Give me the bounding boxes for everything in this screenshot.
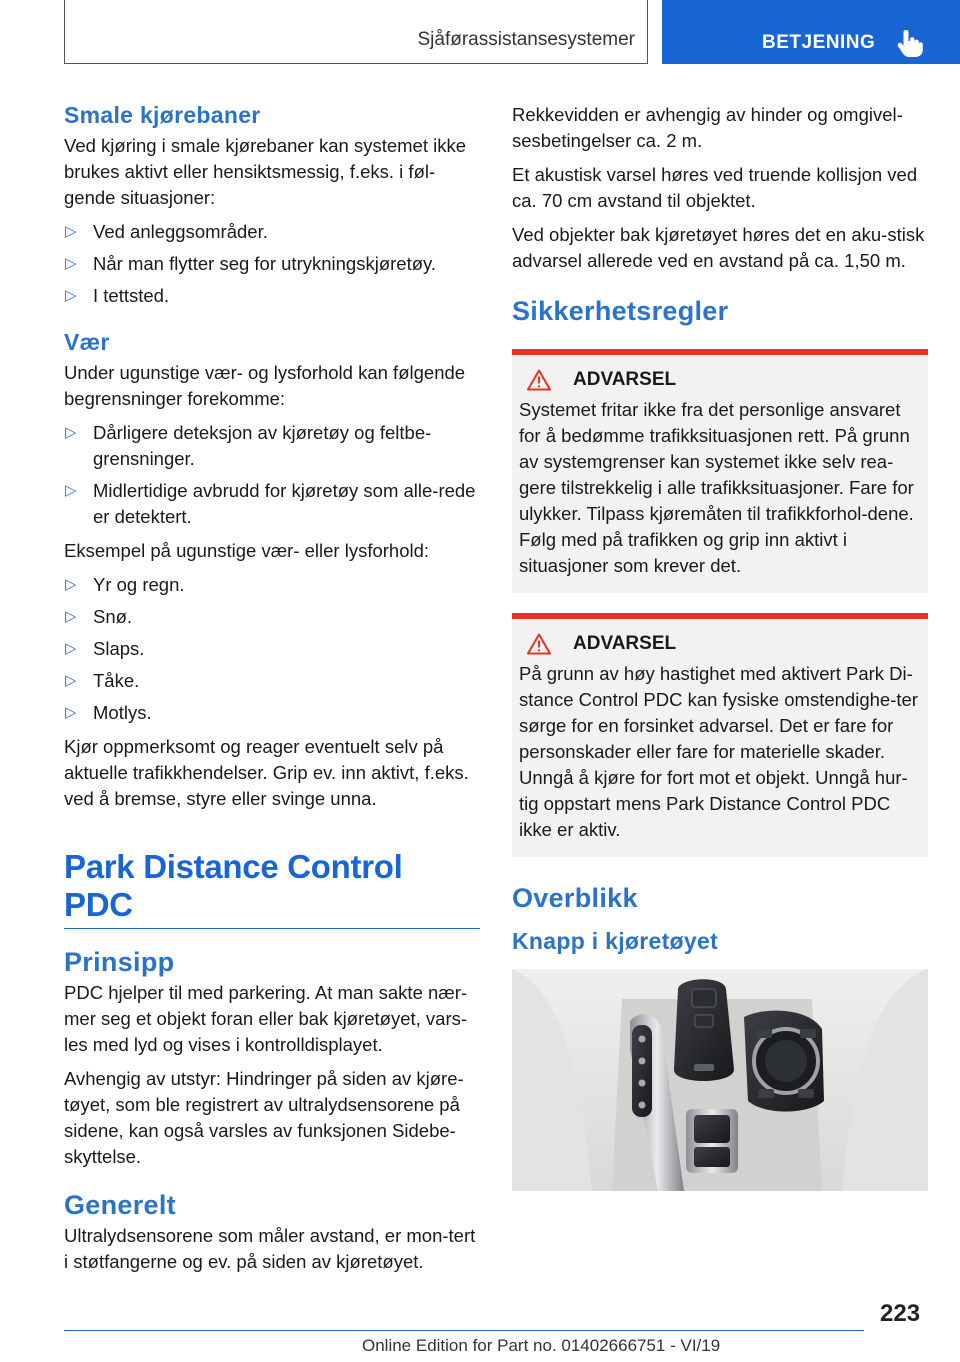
warning-triangle-icon bbox=[527, 633, 551, 655]
warning-text: Systemet fritar ikke fra det personlige ansvaret for å bedømme trafikksituasjonen rett. På grunn av systemgrenser kan systemet ikke selv rea-gere tilstrekkelig i alle trafikksituasjoner. Fare for ulykker. Tilpass kjøremåten til trafikkforhol-dene. Følg med på trafikken og grip inn aktivt i situasjoner som krever det. bbox=[519, 399, 914, 576]
principle-text-2: Avhengig av utstyr: Hindringer på siden av kjøre-tøyet, som ble registrert av ultralydsensorene på sidene, kan også varsles av funksjonen Sidebe-skyttelse. bbox=[64, 1068, 464, 1167]
triangle-bullet-icon: ▷ bbox=[65, 255, 77, 272]
narrow-lanes-text: Ved kjøring i smale kjørebaner kan systemet ikke brukes aktivt eller hensiktsmessig, f.eks. i føl-gende situasjoner: bbox=[64, 135, 467, 208]
list-item: ▷ I tettsted. bbox=[64, 283, 480, 309]
overview-heading: Overblikk bbox=[512, 883, 638, 913]
running-header-chapter bbox=[662, 0, 960, 64]
warning-box-1 bbox=[512, 349, 928, 593]
example-text: Eksempel på ugunstige vær- eller lysforhold: bbox=[64, 540, 430, 561]
triangle-bullet-icon: ▷ bbox=[65, 223, 77, 240]
list-item: ▷ Midlertidige avbrudd for kjøretøy som alle-rede er detektert. bbox=[65, 480, 476, 527]
triangle-bullet-icon: ▷ bbox=[65, 640, 77, 657]
narrow-lanes-list bbox=[64, 219, 480, 309]
button-in-vehicle-heading: Knapp i kjøretøyet bbox=[512, 928, 719, 954]
list-item: ▷ Dårligere deteksjon av kjøretøy og feltbe-grensninger. bbox=[65, 422, 432, 469]
triangle-bullet-icon: ▷ bbox=[65, 672, 77, 689]
example-list bbox=[64, 572, 480, 726]
list-item: ▷ Slaps. bbox=[64, 636, 480, 662]
triangle-bullet-icon: ▷ bbox=[65, 608, 77, 625]
list-item: ▷ Yr og regn. bbox=[64, 572, 480, 598]
principle-heading: Prinsipp bbox=[64, 947, 175, 977]
right-column bbox=[512, 102, 928, 1191]
safety-heading: Sikkerhetsregler bbox=[512, 296, 729, 326]
hand-pointer-icon bbox=[897, 28, 923, 58]
warning-box-2 bbox=[512, 613, 928, 857]
warning-text: På grunn av høy hastighet med aktivert Park Di-stance Control PDC kan fysiske omstendighe-ter sørge for en forsinket advarsel. Det er fare for personskader eller fare for materielle skader. Unngå å kjøre for fort mot et objekt. Unngå hur-tig oppstart mens Park Distance Control PDC ikke er aktiv. bbox=[519, 663, 918, 840]
page-number: 223 bbox=[880, 1300, 921, 1327]
center-console-photo bbox=[512, 969, 928, 1191]
edition-footer: Online Edition for Part no. 01402666751 - VI/19 bbox=[362, 1336, 721, 1355]
warning-title: ADVARSEL bbox=[573, 633, 677, 654]
triangle-bullet-icon: ▷ bbox=[65, 287, 77, 304]
running-header-section bbox=[64, 0, 648, 64]
triangle-bullet-icon: ▷ bbox=[65, 704, 77, 721]
weather-heading: Vær bbox=[64, 329, 110, 355]
general-heading: Generelt bbox=[64, 1190, 176, 1220]
chapter-title: BETJENING bbox=[762, 32, 876, 53]
footer-divider bbox=[64, 1330, 864, 1331]
narrow-lanes-heading: Smale kjørebaner bbox=[64, 102, 261, 128]
list-item: ▷ Snø. bbox=[64, 604, 480, 630]
left-column bbox=[64, 102, 480, 1283]
list-item: ▷ Ved anleggsområder. bbox=[64, 219, 480, 245]
list-item: ▷ Når man flytter seg for utrykningskjøretøy. bbox=[64, 251, 480, 277]
triangle-bullet-icon: ▷ bbox=[65, 424, 77, 441]
general-text: Ultralydsensorene som måler avstand, er mon-tert i støtfangerne og ev. på siden av kjøretøyet. bbox=[64, 1225, 476, 1272]
pdc-chapter-heading: Park Distance Control PDC bbox=[64, 848, 480, 929]
warning-title: ADVARSEL bbox=[573, 369, 677, 390]
range-text-1: Rekkevidden er avhengig av hinder og omgivel-sesbetingelser ca. 2 m. bbox=[512, 104, 903, 151]
triangle-bullet-icon: ▷ bbox=[65, 482, 77, 499]
warning-triangle-icon bbox=[527, 369, 551, 391]
list-item: ▷ Tåke. bbox=[64, 668, 480, 694]
principle-text-1: PDC hjelper til med parkering. At man sakte nær-mer seg et objekt foran eller bak kjøretøyet, vars-les med lyd og vises i kontrolldisplayet. bbox=[64, 982, 468, 1055]
attention-text: Kjør oppmerksomt og reager eventuelt selv på aktuelle trafikkhendelser. Grip ev. inn aktivt, f.eks. ved å bremse, styre eller svinge unna. bbox=[64, 736, 469, 809]
range-text-2: Et akustisk varsel høres ved truende kollisjon ved ca. 70 cm avstand til objektet. bbox=[512, 164, 918, 211]
list-item: ▷ Motlys. bbox=[64, 700, 480, 726]
section-title: Sjåførassistansesystemer bbox=[417, 29, 635, 50]
range-text-3: Ved objekter bak kjøretøyet høres det en aku-stisk advarsel allerede ved en avstand på ca. 1,50 m. bbox=[512, 224, 925, 271]
weather-text: Under ugunstige vær- og lysforhold kan følgende begrensninger forekomme: bbox=[64, 362, 466, 409]
weather-list bbox=[64, 420, 480, 530]
triangle-bullet-icon: ▷ bbox=[65, 576, 77, 593]
